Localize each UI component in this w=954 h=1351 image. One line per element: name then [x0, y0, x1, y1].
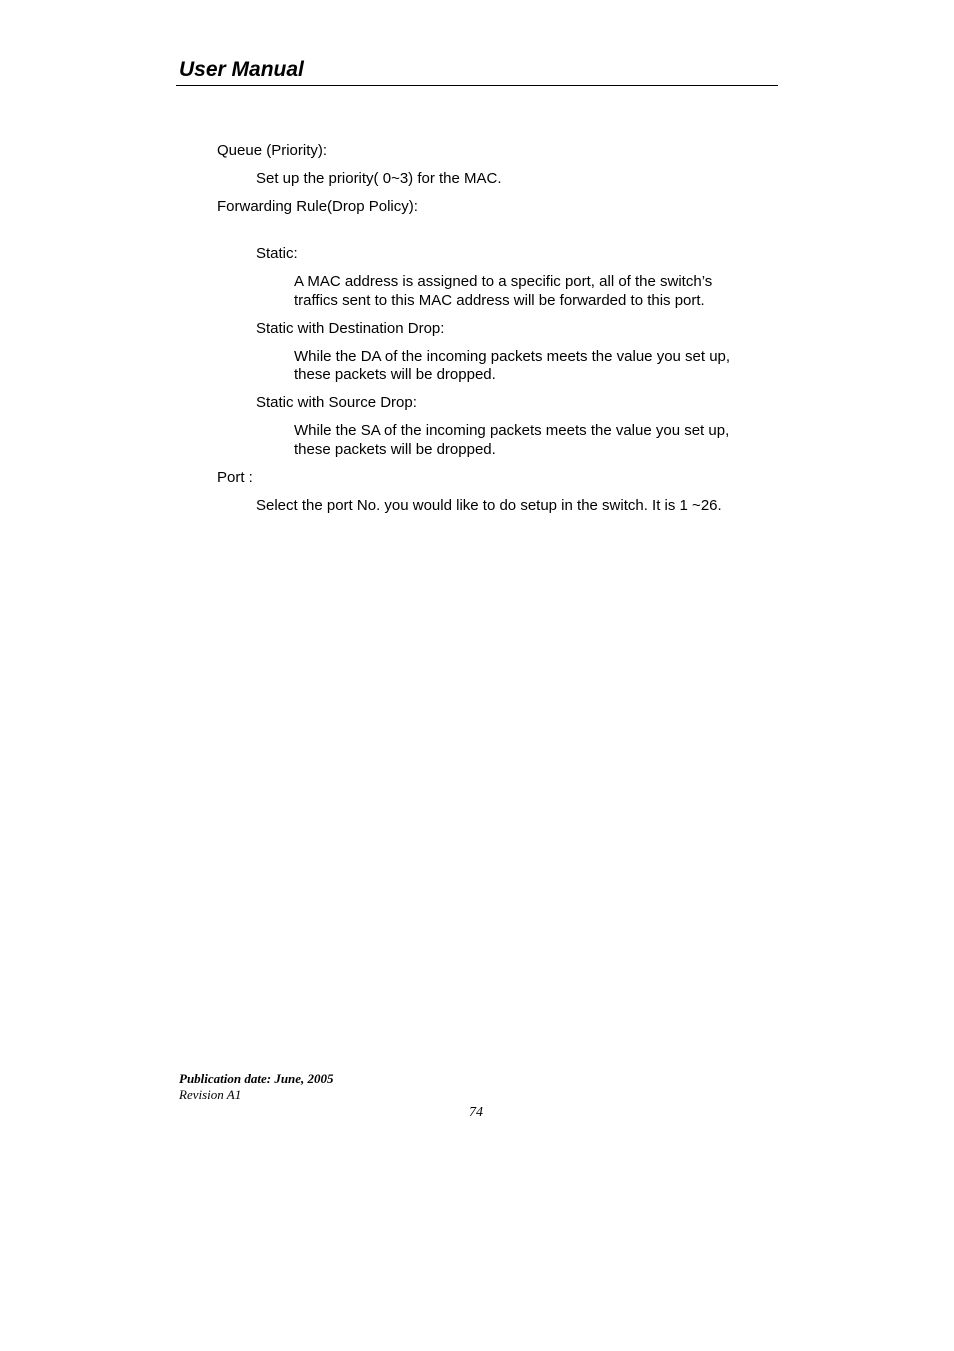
source-drop-heading: Static with Source Drop:: [256, 394, 417, 411]
publication-date: Publication date: June, 2005: [179, 1071, 334, 1086]
source-drop-description-line-2: these packets will be dropped.: [294, 441, 496, 458]
page-number: 74: [469, 1105, 483, 1120]
header-divider: [176, 85, 778, 86]
destination-drop-description-line-2: these packets will be dropped.: [294, 366, 496, 383]
forwarding-rule-heading: Forwarding Rule(Drop Policy):: [217, 198, 418, 215]
queue-priority-heading: Queue (Priority):: [217, 142, 328, 159]
port-heading: Port :: [217, 469, 253, 486]
queue-priority-description: Set up the priority( 0~3) for the MAC.: [256, 170, 502, 187]
destination-drop-heading: Static with Destination Drop:: [256, 320, 445, 337]
revision-label: Revision A1: [179, 1087, 242, 1102]
static-description-line-2: traffics sent to this MAC address will be forwarded to this port.: [294, 292, 705, 309]
port-description: Select the port No. you would like to do setup in the switch. It is 1 ~26.: [256, 497, 722, 514]
destination-drop-description-line-1: While the DA of the incoming packets meets the value you set up,: [294, 348, 731, 365]
page-header-title: User Manual: [179, 58, 304, 81]
static-heading: Static:: [256, 245, 298, 262]
source-drop-description-line-1: While the SA of the incoming packets meets the value you set up,: [294, 422, 730, 439]
static-description-line-1: A MAC address is assigned to a specific port, all of the switch’s: [294, 273, 713, 290]
